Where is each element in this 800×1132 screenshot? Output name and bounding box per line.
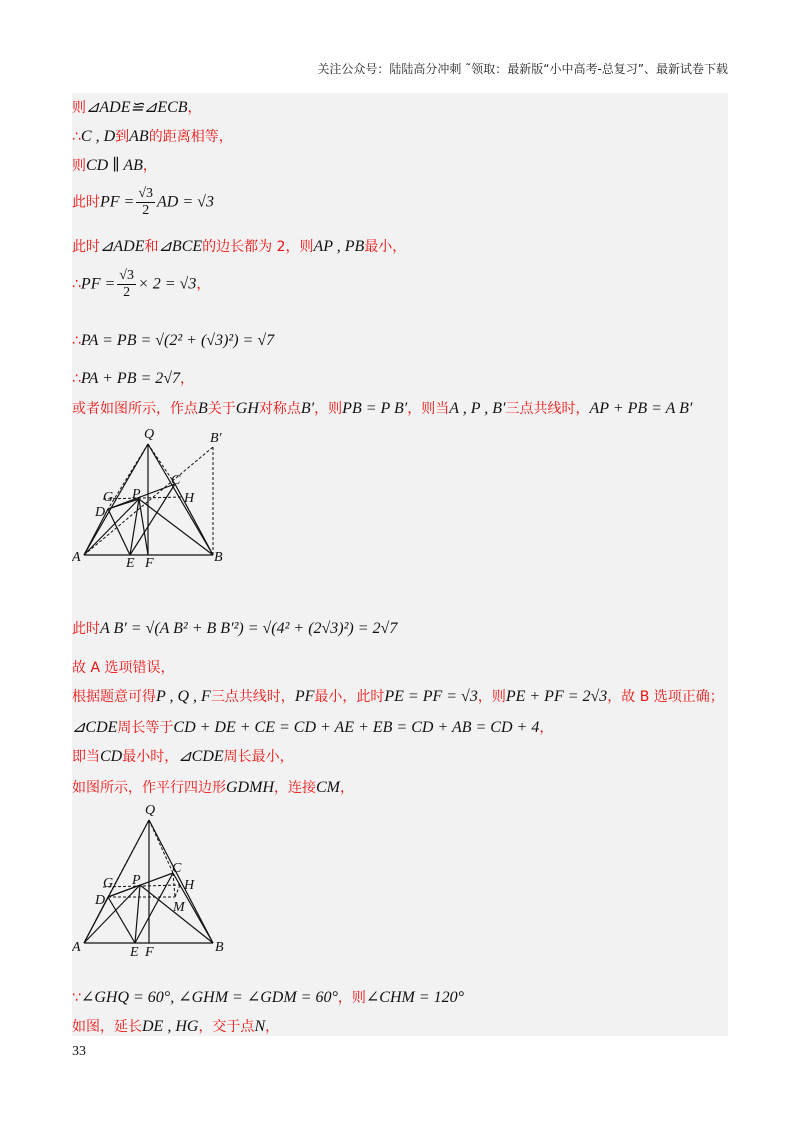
label-P: P [132, 487, 141, 502]
label-G: G [103, 490, 114, 505]
solution-line-9: 或者如图所示，作点B关于GH对称点B′，则PB = P B′，则当A , P , B′三点共线时，AP + PB = A B′ [72, 400, 693, 417]
solution-line-13: ⊿CDE周长等于CD + DE + CE = CD + AE + EB = CD + AB = CD + 4， [72, 719, 554, 736]
solution-line-2: ∴C , D到AB的距离相等， [72, 128, 233, 145]
solution-line-15: 如图所示，作平行四边形GDMH，连接CM， [72, 779, 354, 796]
page-header: 关注公众号：陆陆高分冲刺 ˜领取：最新版“小中高考-总复习”、最新试卷下载 [317, 62, 728, 76]
solution-line-17: 如图，延长DE , HG，交于点N， [72, 1018, 280, 1035]
page-number: 33 [72, 1044, 86, 1059]
solution-line-6: ∴PF = $\frac{√3}{2}$ × 2 = √3， [72, 268, 211, 300]
geometry-figure-2 [72, 800, 242, 960]
label-H: H [184, 878, 195, 893]
label-G: G [103, 876, 114, 891]
label-E: E [130, 945, 139, 960]
label-Q: Q [145, 803, 156, 818]
dashed-segment [108, 444, 148, 509]
label-F: F [145, 556, 154, 571]
solution-line-10: 此时A B′ = √(A B² + B B′²) = √(4² + (2√3)²) = 2√7 [72, 620, 398, 637]
solution-line-1: 则⊿ADE≌⊿ECB， [72, 99, 202, 116]
label-A: A [72, 550, 81, 565]
label-C: C [172, 861, 182, 876]
label-C: C [171, 473, 181, 488]
solution-line-16: ∵∠GHQ = 60°, ∠GHM = ∠GDM = 60°，则∠CHM = 120° [72, 989, 465, 1006]
label-M: M [173, 900, 185, 915]
label-D: D [95, 893, 106, 908]
solution-line-5: 此时⊿ADE和⊿BCE的边长都为 2，则AP , PB最小， [72, 238, 407, 255]
segment [84, 885, 140, 943]
solution-line-7: ∴PA = PB = √(2² + (√3)²) = √7 [72, 332, 275, 349]
label-F: F [145, 945, 154, 960]
solution-line-3: 则CD ∥ AB， [72, 157, 157, 174]
label-A: A [72, 940, 81, 955]
segment [148, 444, 213, 555]
solution-line-11: 故 A 选项错误， [72, 660, 175, 676]
solution-line-8: ∴PA + PB = 2√7， [72, 370, 195, 387]
solution-line-12: 根据题意可得P , Q , F三点共线时，PF最小，此时PE = PF = √3，则PE + PF = 2√3，故 B 选项正确； [72, 688, 724, 705]
segment [149, 820, 213, 943]
dashed-segment [175, 885, 180, 897]
label-B-prime: B′ [210, 431, 222, 446]
label-B: B [214, 550, 223, 565]
segment [139, 499, 148, 555]
label-E: E [126, 556, 135, 571]
label-D: D [95, 505, 106, 520]
fraction: $\frac{√3}{2}$ [138, 186, 154, 218]
segment [139, 499, 213, 555]
label-P: P [132, 873, 141, 888]
solution-line-14: 即当CD最小时，⊿CDE周长最小， [72, 748, 294, 765]
geometry-figure-1 [72, 422, 252, 572]
solution-line-4: 此时PF = $\frac{√3}{2}$ AD = √3 [72, 186, 214, 218]
label-H: H [184, 491, 195, 506]
segment [135, 873, 173, 943]
fraction: $\frac{√3}{2}$ [119, 268, 134, 300]
label-B: B [215, 940, 224, 955]
label-Q: Q [144, 427, 155, 442]
